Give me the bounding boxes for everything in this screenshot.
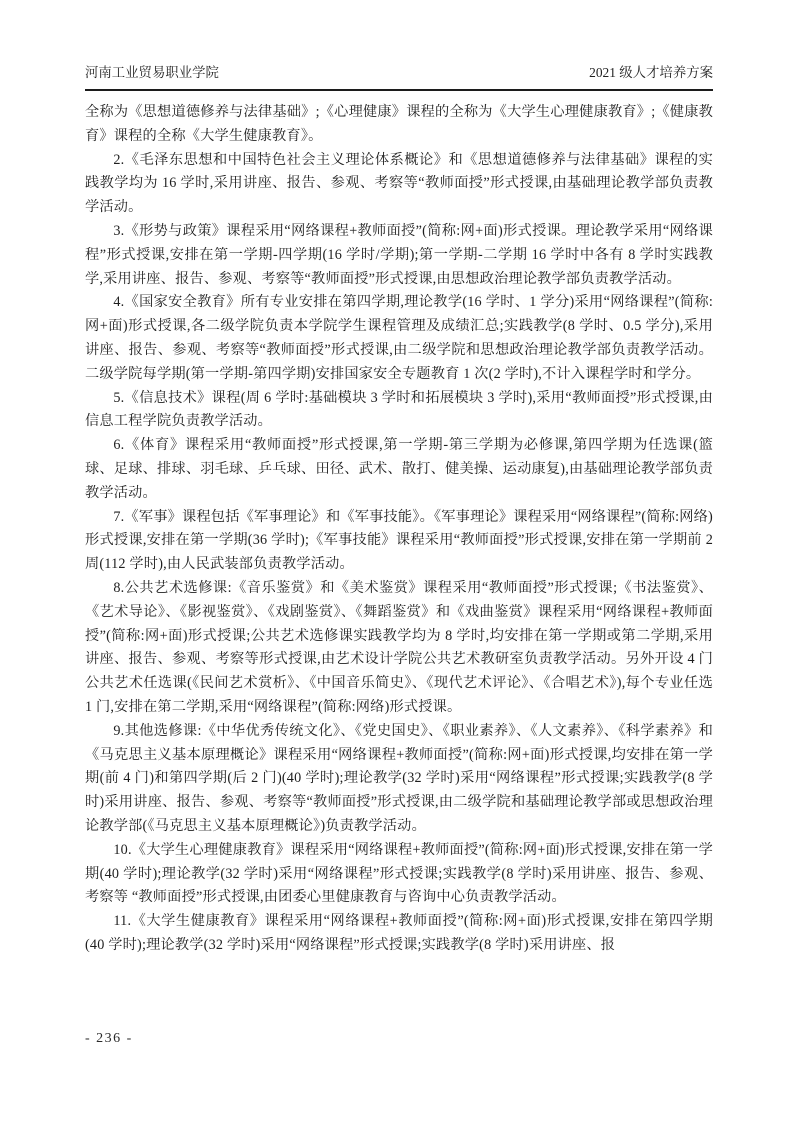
header-school-name: 河南工业贸易职业学院 — [85, 65, 219, 80]
header-document-title: 2021 级人才培养方案 — [589, 65, 713, 80]
paragraph: 5.《信息技术》课程(周 6 学时:基础模块 3 学时和拓展模块 3 学时),采用“教师面授”形式授课,由信息工程学院负责教学活动。 — [85, 389, 713, 430]
paragraph: 8.公共艺术选修课:《音乐鉴赏》和《美术鉴赏》课程采用“教师面授”形式授课;《书法鉴赏》、《艺术导论》、《影视鉴赏》、《戏剧鉴赏》、《舞蹈鉴赏》和《戏曲鉴赏》课程采用“网络课程+教师面授”(简称:网+面)形式授课;公共艺术选修课实践教学均为 8 学时,均安排在第一学期或第二学期,采用讲座、报告、参观、考察等形式授课,由艺术设计学院公共艺术教研室负责教学活动。另外开设 4 门公共艺术任选课(《民间艺术赏析》、《中国音乐简史》、《现代艺术评论》、《合唱艺术》),每个专业任选 1 门,安排在第二学期,采用“网络课程”(简称:网络)形式授课。 — [85, 579, 713, 715]
page-header — [85, 64, 713, 91]
paragraph: 2.《毛泽东思想和中国特色社会主义理论体系概论》和《思想道德修养与法律基础》课程的实践教学均为 16 学时,采用讲座、报告、参观、考察等“教师面授”形式授课,由基础理论教学部负责教学活动。 — [85, 151, 713, 216]
paragraph: 7.《军事》课程包括《军事理论》和《军事技能》。《军事理论》课程采用“网络课程”(简称:网络)形式授课,安排在第一学期(36 学时);《军事技能》课程采用“教师面授”形式授课,安排在第一学期前 2 周(112 学时),由人民武装部负责教学活动。 — [85, 508, 713, 573]
paragraph: 11.《大学生健康教育》课程采用“网络课程+教师面授”(简称:网+面)形式授课,安排在第四学期(40 学时);理论教学(32 学时)采用“网络课程”形式授课;实践教学(8 学时)采用讲座、报 — [85, 913, 713, 953]
paragraph: 全称为《思想道德修养与法律基础》;《心理健康》课程的全称为《大学生心理健康教育》;《健康教育》课程的全称《大学生健康教育》。 — [85, 104, 713, 144]
paragraph: 10.《大学生心理健康教育》课程采用“网络课程+教师面授”(简称:网+面)形式授课,安排在第一学期(40 学时);理论教学(32 学时)采用“网络课程”形式授课;实践教学(8 学时)采用讲座、报告、参观、考察等 “教师面授”形式授课,由团委心里健康教育与咨询中心负责教学活动。 — [85, 841, 713, 906]
page-number: - 236 - — [85, 1031, 133, 1046]
paragraph: 9.其他选修课:《中华优秀传统文化》、《党史国史》、《职业素养》、《人文素养》、《科学素养》和《马克思主义基本原理概论》课程采用“网络课程+教师面授”(简称:网+面)形式授课,均安排在第一学期(前 4 门)和第四学期(后 2 门)(40 学时);理论教学(32 学时)采用“网络课程”形式授课;实践教学(8 学时)采用讲座、报告、参观、考察等“教师面授”形式授课,由二级学院和基础理论教学部或思想政治理论教学部(《马克思主义基本原理概论》)负责教学活动。 — [85, 722, 713, 834]
paragraph: 6.《体育》课程采用“教师面授”形式授课,第一学期-第三学期为必修课,第四学期为任选课(篮球、足球、排球、羽毛球、乒乓球、田径、武术、散打、健美操、运动康复),由基础理论教学部负责教学活动。 — [85, 437, 713, 501]
document-body — [85, 101, 713, 958]
paragraph: 3.《形势与政策》课程采用“网络课程+教师面授”(简称:网+面)形式授课。理论教学采用“网络课程”形式授课,安排在第一学期-四学期(16 学时/学期);第一学期-二学期 16 学时中各有 8 学时实践教学,采用讲座、报告、参观、考察等“教师面授”形式授课,由思想政治理论教学部负责教学活动。 — [85, 222, 713, 287]
paragraph: 4.《国家安全教育》所有专业安排在第四学期,理论教学(16 学时、1 学分)采用“网络课程”(简称:网+面)形式授课,各二级学院负责本学院学生课程管理及成绩汇总;实践教学(8 学时、0.5 学分),采用讲座、报告、参观、考察等“教师面授”形式授课,由二级学院和思想政治理论教学部负责教学活动。二级学院每学期(第一学期-第四学期)安排国家安全专题教育 1 次(2 学时),不计入课程学时和学分。 — [85, 294, 713, 382]
